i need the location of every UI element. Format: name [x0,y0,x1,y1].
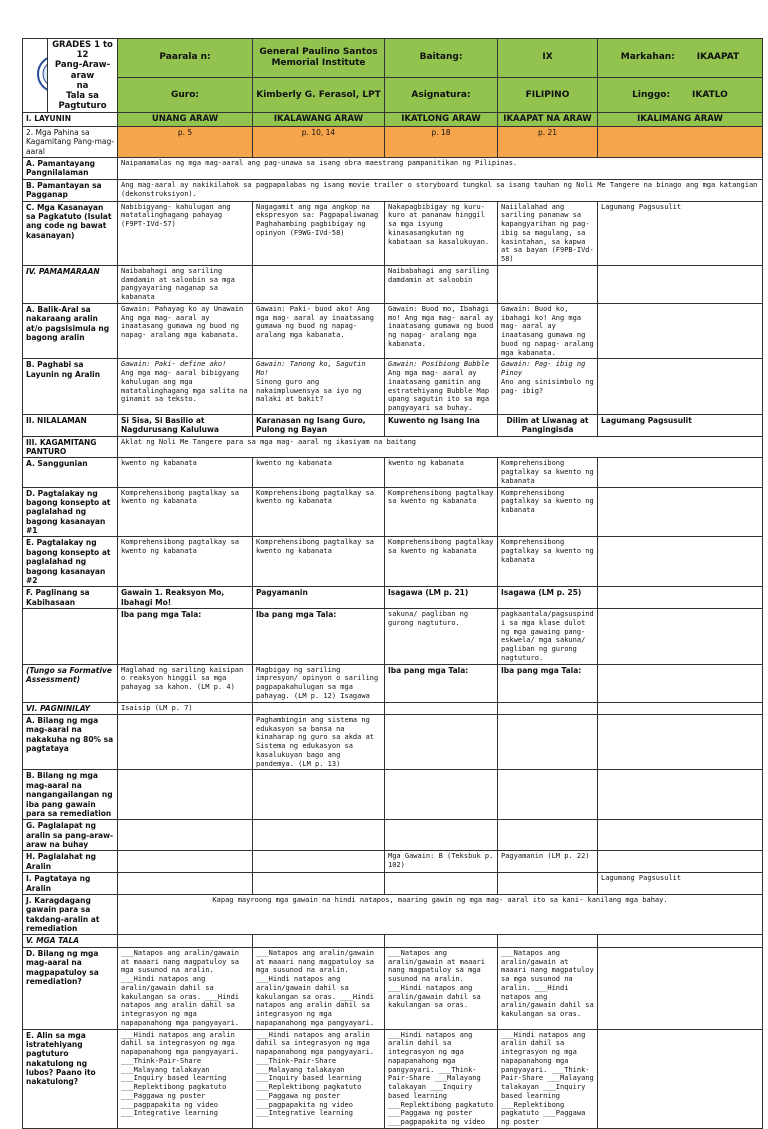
karagdagang-row [23,894,763,935]
paglalahat-label: H. Paglalahat ng Aralin [23,851,118,873]
pagtalakay2-d4: Komprehensibong pagtalkay sa kwento ng kabanata [498,537,598,587]
log-title: GRADES 1 to 12 Pang-Araw-araw na Tala sa Pagtuturo [48,39,118,113]
balik-aral-d5 [598,303,763,359]
paglalapat-row [23,820,763,851]
header-row-1 [23,39,763,78]
pamamaraan-d1: Naibabahagi ang sariling damdamin at saloobin sa mga pangyayaring naganap sa kabanata [118,265,253,303]
balik-aral-d1: Gawain: Pahayag ko ay Unawain Ang mga mag- aaral ay inaatasang gumawa ng buod ng napag- aralang mga kabanata. [118,303,253,359]
pahina-d1: p. 5 [118,126,253,157]
layunin-label: I. LAYUNIN [23,113,118,127]
pagninilay-d1: Isaisip (LM p. 7) [118,702,253,714]
markahan-cell [598,39,763,78]
nilalaman-d2: Karanasan ng Isang Guro, Pulong ng Bayan [253,414,385,436]
paglalapat-label: G. Paglalapat ng aralin sa pang-araw-araw na buhay [23,820,118,851]
pagninilay-label: VI. PAGNINILAY [23,702,118,714]
paghabi-d1 [118,359,253,415]
day-2-header: IKALAWANG ARAW [253,113,385,127]
iba-pang-tala-d5 [598,609,763,665]
pamantayan-pagganap-label: B. Pamantayan sa Pagganap [23,179,118,201]
bilang80-d4 [498,714,598,770]
bilang80-row [23,714,763,770]
pahina-d2: p. 10, 14 [253,126,385,157]
paglalahat-d4: Pagyamanin (LM p. 22) [498,851,598,873]
nagpatuloy-row [23,947,763,1029]
paghabi-label: B. Paghabi sa Layunin ng Aralin [23,359,118,415]
pahina-d5 [598,126,763,157]
nilalaman-d4: Dilim at Liwanag at Pangingisda [498,414,598,436]
pagtalakay2-d1: Komprehensibong pagtalkay sa kwento ng kabanata [118,537,253,587]
day-1-header: UNANG ARAW [118,113,253,127]
balik-aral-d3: Gawain: Buod mo, Ibahagi mo! Ang mga mag- aaral ay inaatasang gumawa ng buod ng napag- aralang mga kabanata. [385,303,498,359]
kabihasaan-row [23,587,763,609]
nilalaman-d5: Lagumang Pagsusulit [598,414,763,436]
pahina-row [23,126,763,157]
mga-tala-row [23,935,763,947]
sanggunian-d5 [598,458,763,487]
karagdagang-label: J. Karagdagang gawain para sa takdang-aralin at remediation [23,894,118,935]
estratehiya-d1: ___Hindi natapos ang aralin dahil sa integrasyon ng mga napapanahong mga pangyayari. ___Think-Pair-Share ___Malayang talakayan ___Inquiry based learning ___Replektibong pagkatuto ___Paggawa ng poster ___pagpapakita ng video ___Integrative learning [118,1029,253,1128]
deped-seal-icon [26,54,48,94]
bilang80-d5 [598,714,763,770]
pagtataya-d5: Lagumang Pagsusulit [598,873,763,895]
balik-aral-row [23,303,763,359]
paghabi-d4 [498,359,598,415]
pamamaraan-d2 [253,265,385,303]
day-header-row [23,113,763,127]
sanggunian-d1: kwento ng kabanata [118,458,253,487]
pagtalakay1-d5 [598,487,763,537]
paglalahat-row [23,851,763,873]
nagpatuloy-d2: ___Natapos ang aralin/gawain at maaari nang magpatuloy sa mga susunod na aralin. ___Hindi natapos ang aralin/gawain dahil sa kakulangan sa oras. ___Hindi natapos ang aralin dahil sa integrasyon ng mga napapanahong mga pangyayari. [253,947,385,1029]
pagtataya-row [23,873,763,895]
formative-d5 [598,664,763,702]
lesson-log-document [22,38,762,1129]
nilalaman-d3: Kuwento ng Isang Ina [385,414,498,436]
estratehiya-d2: ___Hindi natapos ang aralin dahil sa integrasyon ng mga napapanahong mga pangyayari. ___Think-Pair-Share ___Malayang talakayan ___Inquiry based learning ___Replektibong pagkatuto ___Paggawa ng poster ___pagpapakita ng video ___Integrative learning [253,1029,385,1128]
paghabi-d2 [253,359,385,415]
estratehiya-row [23,1029,763,1128]
pahina-label: 2. Mga Pahina sa Kagamitang Pang-mag-aaral [23,126,118,157]
pagninilay-d4 [498,702,598,714]
paghabi-d2-title: Gawain: Tanong ko, Sagutin Mo! [256,360,366,378]
iba-pang-tala-d3: sakuna/ pagliban ng gurong nagtuturo. [385,609,498,665]
bilang80-d3 [385,714,498,770]
kasanayan-d1: Nabibigyang- kahulugan ang matatalinghagang pahayag (F9PT-IVd-57) [118,201,253,265]
lesson-log-table [22,38,763,1129]
iba-pang-tala-label [23,609,118,665]
bilang80-d1 [118,714,253,770]
pagtalakay1-d4: Komprehensibong pagtalkay sa kwento ng kabanata [498,487,598,537]
paghabi-d4-text: Ano ang sinisimbolo ng pag- ibig? [501,377,594,395]
linggo-label: Linggo: [632,89,671,100]
balik-aral-d4: Gawain: Buod ko, ibahagi ko! Ang mga mag- aaral ay inaatasang gumawa ng buod ng napag- aralang mga kabanata. [498,303,598,359]
pahina-d4: p. 21 [498,126,598,157]
pagtalakay2-d2: Komprehensibong pagtalkay sa kwento ng kabanata [253,537,385,587]
paaralan-value: General Paulino Santos Memorial Institute [253,39,385,78]
paaralan-label: Paarala n: [118,39,253,78]
iba-pang-tala-row [23,609,763,665]
kasanayan-d4: Naiilalahad ang sariling pananaw sa kapangyarihan ng pag-ibig sa magulang, sa kasintahan, sa kapwa at sa bayan (F9PB-IVd-58) [498,201,598,265]
kabihasaan-d5 [598,587,763,609]
bilang-remediation-row [23,770,763,820]
nilalaman-d1: Si Sisa, Si Basilio at Nagdurusang Kaluluwa [118,414,253,436]
sanggunian-d4: Komprehensibong pagtalkay sa kwento ng kabanata [498,458,598,487]
paghabi-d4-title: Gawain: Pag- ibig ng Pinoy [501,360,586,378]
pagninilay-d2 [253,702,385,714]
baitang-value: IX [498,39,598,78]
pamamaraan-d5 [598,265,763,303]
guro-label: Guro: [118,78,253,113]
pagtalakay2-d5 [598,537,763,587]
sanggunian-d2: kwento ng kabanata [253,458,385,487]
bilang-remediation-label: B. Bilang ng mga mag-aaral na nangangailangan ng iba pang gawain para sa remediation [23,770,118,820]
kasanayan-d5: Lagumang Pagsusulit [598,201,763,265]
pamantayan-nilalaman-text: Naipamamalas ng mga mag-aaral ang pag-unawa sa isang obra maestrang pampanitikan ng Pilipinas. [118,158,763,180]
paghabi-row [23,359,763,415]
kagamitan-label: III. KAGAMITANG PANTURO [23,436,118,458]
pagninilay-d3 [385,702,498,714]
linggo-value: IKATLO [692,89,728,100]
pagtalakay1-d2: Komprehensibong pagtalkay sa kwento ng kabanata [253,487,385,537]
pagninilay-row [23,702,763,714]
balik-aral-d2: Gawain: Paki- buod ako! Ang mga mag- aaral ay inaatasang gumawa ng buod ng napag- aralang mga kabanata. [253,303,385,359]
paghabi-d3-text: Ang mga mag- aaral ay inaatasang gamitin ang estratehiyang Bubble Map upang sagutin ito sa mga pangyayari sa buhay. [388,369,490,413]
pamamaraan-d3: Naibabahagi ang sariling damdamin at saloobin [385,265,498,303]
markahan-label: Markahan: [620,52,675,63]
header-row-2 [23,78,763,113]
pamantayan-pagganap-text: Ang mag-aaral ay nakikilahok sa pagpapalabas ng isang movie trailer o storyboard tungkol sa isang tauhan ng Noli Me Tangere na binago ang mga katangian (dekonstruksiyon). [118,179,763,201]
paghabi-d3-title: Gawain: Posibiong Bubble [388,360,490,369]
pagtalakay1-label: D. Pagtalakay ng bagong konsepto at paglalahad ng bagong kasanayan #1 [23,487,118,537]
nagpatuloy-d3: ___Natapos ang aralin/gawain at maaari nang magpatuloy sa mga susunod na aralin. ___Hindi natapos ang aralin/gawain dahil sa kakulangan sa oras. [385,947,498,1029]
formative-row [23,664,763,702]
paghabi-d5 [598,359,763,415]
deped-seal [23,39,48,113]
linggo-cell [598,78,763,113]
pagtalakay2-d3: Komprehensibong pagtalkay sa kwento ng kabanata [385,537,498,587]
nagpatuloy-d1: ___Natapos ang aralin/gawain at maaari nang magpatuloy sa mga susunod na aralin. ___Hindi natapos ang aralin/gawain dahil sa kakulangan sa oras. ___Hindi natapos ang aralin dahil sa integrasyon ng mga napapanahong mga pangyayari. [118,947,253,1029]
bilang80-d2: Paghambingin ang sistema ng edukasyon sa bansa na kinaharap ng guro sa akda at Sistema ng edukasyon sa kasalukuyan bago ang pandemya. (LM p. 13) [253,714,385,770]
paghabi-d3 [385,359,498,415]
karagdagang-text: Kapag mayroong mga gawain na hindi natapos, maaring gawin ng mga mag- aaral ito sa kani- kanilang mga bahay. [118,894,763,935]
formative-d4: Iba pang mga Tala: [498,664,598,702]
markahan-value: IKAAPAT [696,52,740,63]
pamamaraan-row [23,265,763,303]
paghabi-d1-title: Gawain: Paki- define ako! [121,360,227,369]
kasanayan-label: C. Mga Kasanayan sa Pagkatuto (Isulat ang code ng bawat kasanayan) [23,201,118,265]
iba-pang-tala-d4: pagkaantala/pagsuspindi sa mga klase dulot ng mga gawaing pang-eskwela/ mga sakuna/ pagliban ng gurong nagtuturo. [498,609,598,665]
pahina-d3: p. 18 [385,126,498,157]
pamantayan-nilalaman-row [23,158,763,180]
sanggunian-label: A. Sanggunian [23,458,118,487]
kasanayan-d3: Nakapagbibigay ng kuru- kuro at pananaw hinggil sa mga isyung kinasasangkutan ng kabataan sa kasalukuyan. [385,201,498,265]
kagamitan-row [23,436,763,458]
pagtalakay2-row [23,537,763,587]
formative-d2: Magbigay ng sariling impresyon/ opinyon o sariling pagpapakahulugan sa mga pahayag. (LM p. 12) Isagawa [253,664,385,702]
guro-value: Kimberly G. Ferasol, LPT [253,78,385,113]
pagtalakay1-d3: Komprehensibong pagtalkay sa kwento ng kabanata [385,487,498,537]
kabihasaan-d3: Isagawa (LM p. 21) [385,587,498,609]
sanggunian-d3: kwento ng kabanata [385,458,498,487]
nagpatuloy-label: D. Bilang ng mga mag-aaral na magpapatuloy sa remediation? [23,947,118,1029]
formative-label: (Tungo sa Formative Assessment) [23,664,118,702]
nagpatuloy-d4: ___Natapos ang aralin/gawain at maaari nang magpatuloy sa mga susunod na aralin. ___Hindi natapos ang aralin/gawain dahil sa kakulangan sa oras. [498,947,598,1029]
pamamaraan-d4 [498,265,598,303]
estratehiya-d3: ___Hindi natapos ang aralin dahil sa integrasyon ng mga napapanahong mga pangyayari. ___Think-Pair-Share ___Malayang talakayan ___Inquiry based learning ___Replektibong pagkatuto ___Paggawa ng poster ___pagpapakita ng video [385,1029,498,1128]
kasanayan-d2: Nagagamit ang mga angkop na ekspresyon sa: Pagpapaliwanag Paghahambing pagbibigay ng opinyon (F9WG-IVd-58) [253,201,385,265]
paghabi-d2-text: Sinong guro ang nakaimpluwensya sa iyo ng malaki at bakit? [256,377,362,404]
kabihasaan-label: F. Paglinang sa Kabihasaan [23,587,118,609]
pagtalakay1-row [23,487,763,537]
day-5-header: IKALIMANG ARAW [598,113,763,127]
kabihasaan-d1: Gawain 1. Reaksyon Mo, Ibahagi Mo! [118,587,253,609]
iba-pang-tala-d1: Iba pang mga Tala: [118,609,253,665]
pamamaraan-label: IV. PAMAMARAAN [23,265,118,303]
bilang80-label: A. Bilang ng mga mag-aaral na nakakuha ng 80% sa pagtataya [23,714,118,770]
baitang-label: Baitang: [385,39,498,78]
balik-aral-label: A. Balik-Aral sa nakaraang aralin at/o pagsisimula ng bagong aralin [23,303,118,359]
mga-tala-label: V. MGA TALA [23,935,118,947]
day-4-header: IKAAPAT NA ARAW [498,113,598,127]
kagamitan-text: Aklat ng Noli Me Tangere para sa mga mag- aaral ng ikasiyam na baitang [118,436,763,458]
iba-pang-tala-d2: Iba pang mga Tala: [253,609,385,665]
estratehiya-d4: ___Hindi natapos ang aralin dahil sa integrasyon ng mga napapanahong mga pangyayari. ___Think-Pair-Share ___Malayang talakayan ___Inquiry based learning ___Replektibong pagkatuto ___Paggawa ng poster [498,1029,598,1128]
kasanayan-row [23,201,763,265]
nilalaman-row [23,414,763,436]
asignatura-value: FILIPINO [498,78,598,113]
pagtalakay2-label: E. Pagtalakay ng bagong konsepto at paglalahad ng bagong kasanayan #2 [23,537,118,587]
formative-d1: Maglahad ng sariling kaisipan o reaksyon hinggil sa mga pahayag sa kahon. (LM p. 4) [118,664,253,702]
paglalahat-d3: Mga Gawain: B (Teksbuk p. 102) [385,851,498,873]
kabihasaan-d2: Pagyamanin [253,587,385,609]
sanggunian-row [23,458,763,487]
formative-d3: Iba pang mga Tala: [385,664,498,702]
pamantayan-nilalaman-label: A. Pamantayang Pangnilalaman [23,158,118,180]
pagtalakay1-d1: Komprehensibong pagtalkay sa kwento ng kabanata [118,487,253,537]
estratehiya-label: E. Alin sa mga istratehiyang pagtuturo nakatulong ng lubos? Paano ito nakatulong? [23,1029,118,1128]
pagninilay-d5 [598,702,763,714]
pagtataya-label: I. Pagtataya ng Aralin [23,873,118,895]
kabihasaan-d4: Isagawa (LM p. 25) [498,587,598,609]
asignatura-label: Asignatura: [385,78,498,113]
pamantayan-pagganap-row [23,179,763,201]
day-3-header: IKATLONG ARAW [385,113,498,127]
nilalaman-label: II. NILALAMAN [23,414,118,436]
paghabi-d1-text: Ang mga mag- aaral bibigyang kahulugan ang mga matatalinghagang mga salita na ginamit sa teksto. [121,369,248,404]
